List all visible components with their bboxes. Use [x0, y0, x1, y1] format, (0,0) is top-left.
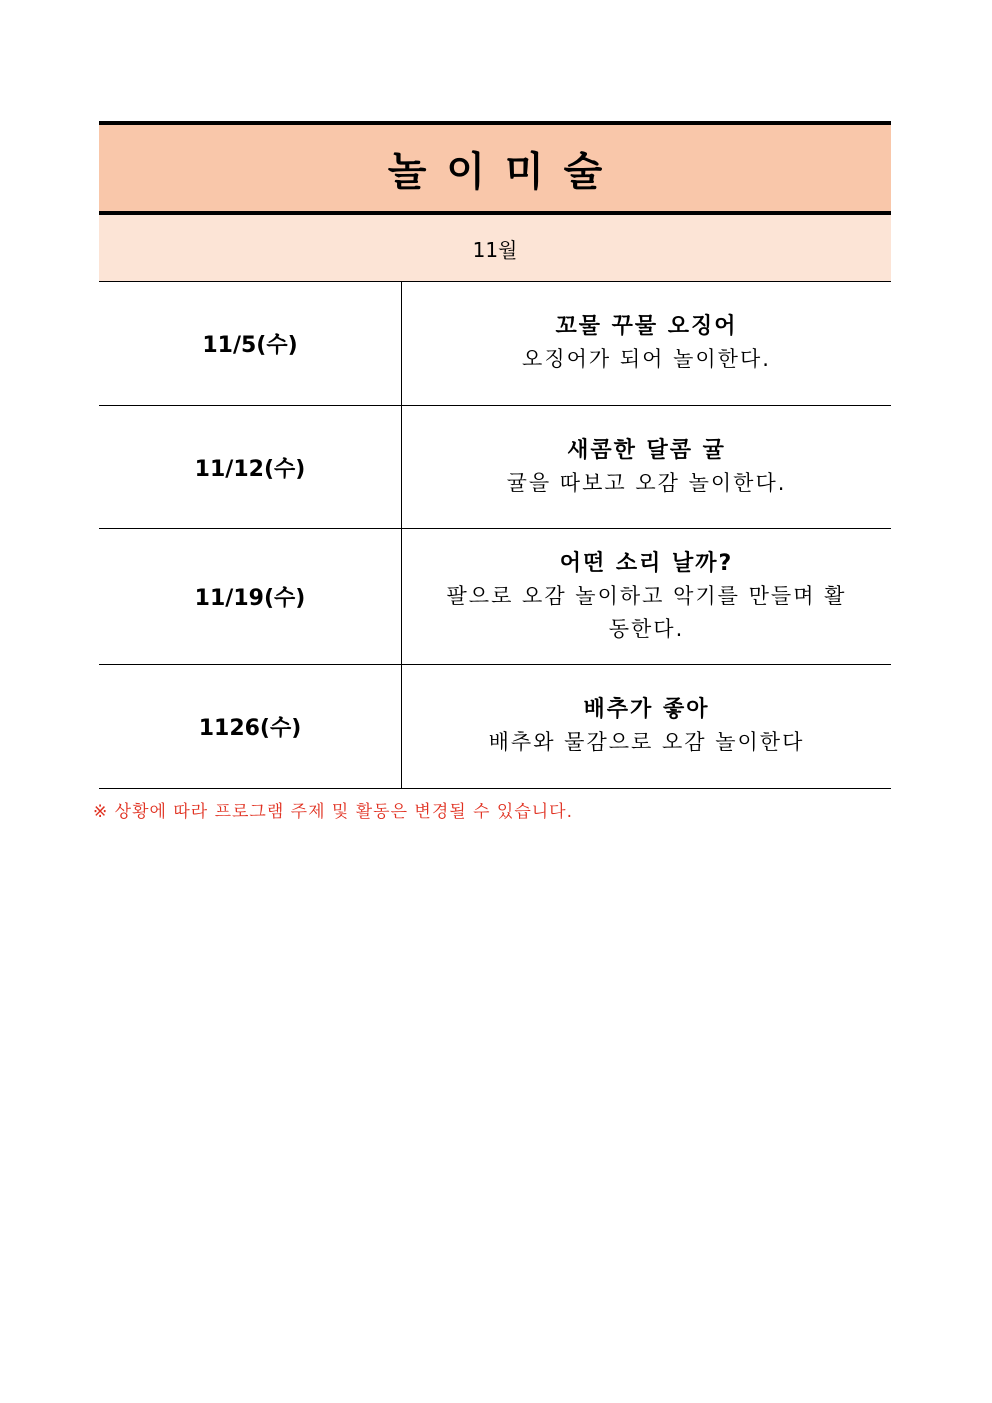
activity-title: 새콤한 달콤 귤	[567, 437, 726, 463]
date-cell: 11/12(수)	[99, 406, 402, 528]
schedule-table	[99, 121, 891, 789]
table-row	[99, 282, 891, 406]
title-bar	[99, 121, 891, 215]
activity-cell	[402, 529, 891, 664]
date-cell: 1126(수)	[99, 665, 402, 788]
month-label: 11월	[472, 237, 518, 262]
notice-text: ※ 상황에 따라 프로그램 주제 및 활동은 변경될 수 있습니다.	[93, 802, 573, 822]
date-cell: 11/5(수)	[99, 282, 402, 405]
activity-title: 배추가 좋아	[583, 697, 710, 722]
activity-title: 꼬물 꾸물 오징어	[555, 314, 738, 339]
activity-description: 팔으로 오감 놀이하고 악기를 만들며 활동한다.	[446, 583, 847, 641]
page-title: 놀이미술	[387, 148, 623, 195]
activity-description: 배추와 물감으로 오감 놀이한다	[488, 730, 805, 754]
table-row	[99, 665, 891, 789]
table-row	[99, 529, 891, 665]
activity-description: 오징어가 되어 놀이한다.	[522, 347, 771, 371]
activity-cell	[402, 665, 891, 788]
activity-cell	[402, 406, 891, 528]
activity-cell	[402, 282, 891, 405]
month-header	[99, 215, 891, 282]
activity-title: 어떤 소리 날까?	[559, 550, 734, 576]
date-cell: 11/19(수)	[99, 529, 402, 664]
activity-description: 귤을 따보고 오감 놀이한다.	[506, 470, 787, 495]
table-row	[99, 406, 891, 529]
